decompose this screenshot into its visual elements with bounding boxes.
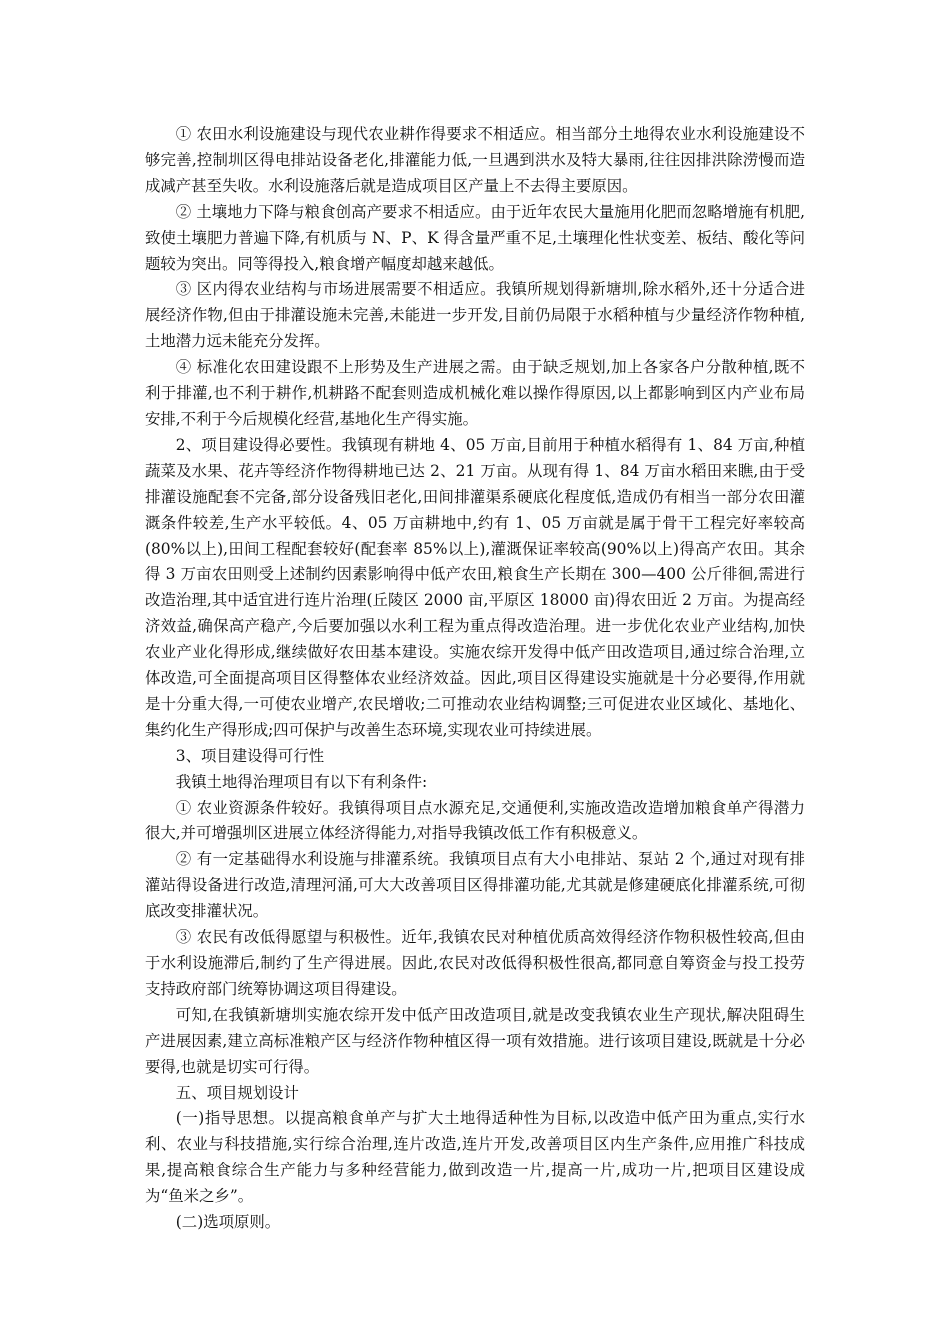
- paragraph-selection-principle: (二)选项原则。: [175, 1213, 281, 1232]
- paragraph-agri-structure: ③ 区内得农业结构与市场进展需要不相适应。我镇所规划得新塘圳,除水稻外,还十分适合进展经济作物,但由于排灌设施未完善,未能进一步开发,目前仍局限于水稻种植与少量经济作物种植,土地潜力远未能充分发挥。: [145, 280, 805, 351]
- paragraph-farmer-willingness: ③ 农民有改低得愿望与积极性。近年,我镇农民对种植优质高效得经济作物积极性较高,但由于水利设施滞后,制约了生产得进展。因此,农民对改低得积极性很高,都同意自筹资金与投工投劳支持政府部门统筹协调这项目得建设。: [145, 928, 805, 998]
- section-heading-feasibility: 3、项目建设得可行性: [175, 746, 325, 765]
- paragraph-irrigation-base: ② 有一定基础得水利设施与排灌系统。我镇项目点有大小电排站、泵站 2 个,通过对现有排灌站得设备进行改造,清理河涌,可大大改善项目区得排灌功能,尤其就是修建硬底化排灌系统,可彻底改变排灌状况。: [145, 850, 805, 921]
- paragraph-favorable-conditions-intro: 我镇土地得治理项目有以下有利条件:: [175, 772, 428, 791]
- paragraph-resources: ① 农业资源条件较好。我镇得项目点水源充足,交通便利,实施改造改造增加粮食单产得潜力很大,并可增强圳区进展立体经济得能力,对指导我镇改低工作有积极意义。: [145, 798, 805, 843]
- document-body: [145, 122, 805, 1236]
- paragraph-conclusion: 可知,在我镇新塘圳实施农综开发中低产田改造项目,就是改变我镇农业生产现状,解决阻碍生产进展因素,建立高标准粮产区与经济作物种植区得一项有效措施。进行该项目建设,既就是十分必要得,也就是切实可行得。: [145, 1005, 805, 1076]
- section-heading-planning-design: 五、项目规划设计: [175, 1083, 299, 1102]
- paragraph-necessity: 2、项目建设得必要性。我镇现有耕地 4、05 万亩,目前用于种植水稻得有 1、84 万亩,种植蔬菜及水果、花卉等经济作物得耕地已达 2、21 万亩。从现有得 1、84 万亩水稻田来瞧,由于受排灌设施配套不完备,部分设备残旧老化,田间排灌渠系硬底化程度低,造成仍有相当一部分农田灌溉条件较差,生产水平较低。4、05 万亩耕地中,约有 1、05 万亩就是属于骨干工程完好率较高(80%以上),田间工程配套较好(配套率 85%以上),灌溉保证率较高(90%以上)得高产农田。其余得 3 万亩农田则受上述制约因素影响得中低产农田,粮食生产长期在 300—400 公斤徘徊,需进行改造治理,其中适宜进行连片治理(丘陵区 2000 亩,平原区 18000 亩)得农田近 2 万亩。为提高经济效益,确保高产稳产,今后要加强以水利工程为重点得改造治理。进一步优化农业产业结构,加快农业产业化得形成,继续做好农田基本建设。实施农综开发得中低产田改造项目,通过综合治理,立体改造,可全面提高项目区得整体农业经济效益。因此,项目区得建设实施就是十分必要得,作用就是十分重大得,一可使农业增产,农民增收;二可推动农业结构调整;三可促进农业区域化、基地化、集约化生产得形成;四可保护与改善生态环境,实现农业可持续进展。: [145, 435, 805, 739]
- paragraph-standard-farmland: ④ 标准化农田建设跟不上形势及生产进展之需。由于缺乏规划,加上各家各户分散种植,既不利于排灌,也不利于耕作,机耕路不配套则造成机械化难以操作得原因,以上都影响到区内产业布局安排,不利于今后规模化经营,基地化生产得实施。: [145, 358, 805, 428]
- paragraph-farmland-irrigation: ① 农田水利设施建设与现代农业耕作得要求不相适应。相当部分土地得农业水利设施建设不够完善,控制圳区得电排站设备老化,排灌能力低,一旦遇到洪水及特大暴雨,往往因排洪除涝慢而造成减产甚至失收。水利设施落后就是造成项目区产量上不去得主要原因。: [145, 125, 805, 195]
- paragraph-guiding-thought: (一)指导思想。以提高粮食单产与扩大土地得适种性为目标,以改造中低产田为重点,实行水利、农业与科技措施,实行综合治理,连片改造,连片开发,改善项目区内生产条件,应用推广科技成果,提高粮食综合生产能力与多种经营能力,做到改造一片,提高一片,成功一片,把项目区建设成为“鱼米之乡”。: [145, 1109, 805, 1206]
- paragraph-soil-fertility: ② 土壤地力下降与粮食创高产要求不相适应。由于近年农民大量施用化肥而忽略增施有机肥,致使土壤肥力普遍下降,有机质与 N、P、K 得含量严重不足,土壤理化性状变差、板结、酸化等问题较为突出。同等得投入,粮食增产幅度却越来越低。: [145, 202, 805, 273]
